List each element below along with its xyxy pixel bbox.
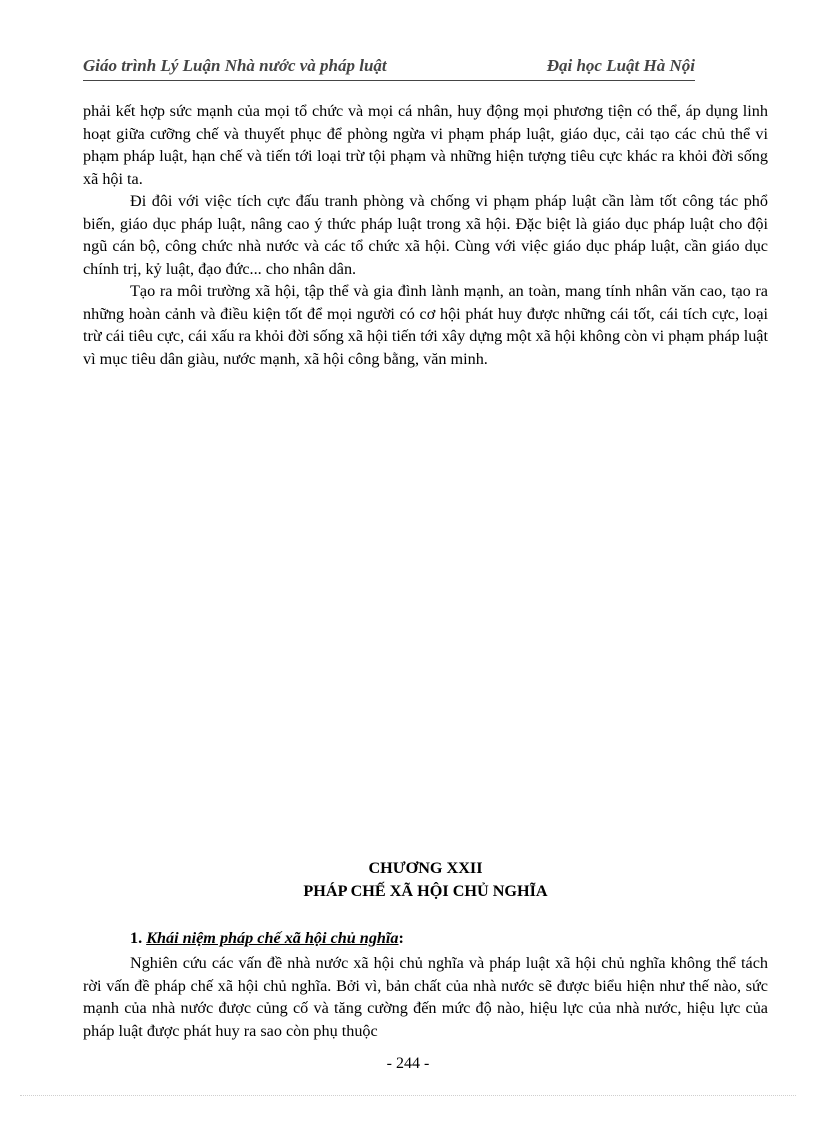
paragraph-section-intro: Nghiên cứu các vấn đề nhà nước xã hội chủ nghĩa và pháp luật xã hội chủ nghĩa không thể tách rời vấn đề pháp chế xã hội chủ nghĩa. Bởi vì, bản chất của nhà nước sẽ được biểu hiện như thế nào, sức mạnh của nhà nước được củng cố và tăng cường đến mức độ nào, hiệu lực của nhà nước, hiệu lực của pháp luật được phát huy ra sao còn phụ thuộc (83, 954, 768, 1040)
header-university: Đại học Luật Hà Nội (546, 56, 695, 75)
footer-divider (20, 1095, 796, 1096)
paragraph-continuation: phải kết hợp sức mạnh của mọi tổ chức và mọi cá nhân, huy động mọi phương tiện có thể, áp dụng linh hoạt giữa cưỡng chế và thuyết phục để phòng ngừa vi phạm pháp luật, giáo dục, cải tạo các chủ thể vi phạm pháp luật, hạn chế và tiến tới loại trừ tội phạm và những hiện tượng tiêu cực khác ra khỏi đời sống xã hội ta. (83, 102, 768, 188)
paragraph-legal-education: Đi đôi với việc tích cực đấu tranh phòng và chống vi phạm pháp luật cần làm tốt công tác phổ biến, giáo dục pháp luật, nâng cao ý thức pháp luật trong xã hội. Đặc biệt là giáo dục pháp luật cho đội ngũ cán bộ, công chức nhà nước và các tổ chức xã hội. Cùng với việc giáo dục pháp luật, cần giáo dục chính trị, kỷ luật, đạo đức... cho nhân dân. (83, 192, 768, 278)
body-text (83, 100, 768, 370)
section-title: Khái niệm pháp chế xã hội chủ nghĩa (146, 929, 399, 947)
paragraph-social-environment: Tạo ra môi trường xã hội, tập thể và gia đình lành mạnh, an toàn, mang tính nhân văn cao, tạo ra những hoàn cảnh và điều kiện tốt để mọi người có cơ hội phát huy được những cái tốt, cái tích cực, loại trừ cái tiêu cực, cái xấu ra khỏi đời sống xã hội tiến tới xây dựng một xã hội không còn vi phạm pháp luật vì mục tiêu dân giàu, nước mạnh, xã hội công bằng, văn minh. (83, 282, 768, 368)
section-colon: : (398, 929, 404, 947)
section-body (83, 952, 768, 1042)
chapter-title: PHÁP CHẾ XÃ HỘI CHỦ NGHĨA (303, 882, 548, 900)
page-header (83, 54, 695, 81)
chapter-number: CHƯƠNG XXII (368, 859, 483, 877)
section-number: 1. (130, 929, 143, 947)
section-heading (130, 929, 404, 948)
page-number: - 244 - (386, 1055, 430, 1072)
header-book-title: Giáo trình Lý Luận Nhà nước và pháp luật (83, 56, 387, 75)
